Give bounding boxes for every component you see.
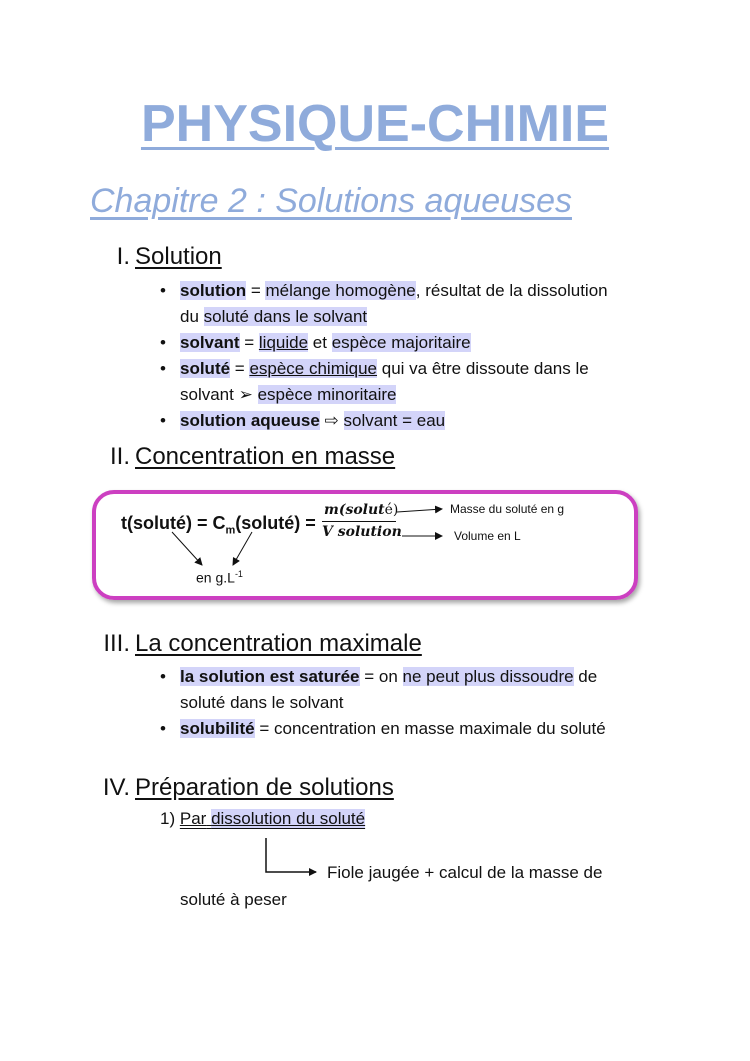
mass-arrow [397, 509, 442, 512]
section-number: II. [109, 443, 130, 470]
text: et [308, 333, 332, 352]
bullet-icon: • [160, 359, 166, 378]
term: soluté [180, 359, 231, 378]
preparation-note: Fiole jaugée + calcul de la masse de [327, 863, 603, 882]
section-4-heading [0, 774, 750, 804]
term: la solution est saturée [180, 667, 360, 686]
text: soluté dans le solvant [180, 693, 344, 712]
term: solvant [180, 333, 240, 352]
definition: solvant = eau [343, 411, 446, 430]
numerator-part: m(solut [324, 502, 385, 518]
chapter-title: Chapitre 2 : Solutions aqueuses [90, 182, 572, 220]
section-title: Solution [135, 243, 222, 270]
mass-label: Masse du soluté en g [450, 502, 565, 516]
section-title: Préparation de solutions [135, 774, 394, 801]
unit-arrow-left [172, 532, 202, 565]
text: = [246, 281, 266, 300]
section-number: III. [103, 630, 130, 657]
term: solubilité [180, 719, 255, 738]
definition: espèce majoritaire [331, 333, 471, 352]
page-title: PHYSIQUE-CHIMIE [140, 95, 610, 153]
definition: espèce minoritaire [257, 385, 397, 404]
term: solution [180, 281, 247, 300]
term: solution aqueuse [180, 411, 320, 430]
unit-arrow-right [233, 532, 252, 565]
section-3-heading [0, 630, 750, 660]
bullet-icon: • [160, 719, 166, 738]
bullet-icon: • [160, 333, 166, 352]
definition: mélange homogène [265, 281, 416, 300]
list-item [160, 716, 660, 742]
preparation-method [160, 809, 365, 829]
text: = [230, 359, 250, 378]
numerator-part: é) [384, 502, 399, 518]
list-item [160, 664, 660, 716]
arrow-icon: ⇨ [324, 411, 339, 430]
section-number: IV. [102, 774, 130, 801]
unit-exponent: -1 [234, 569, 243, 579]
bullet-icon: • [160, 281, 166, 300]
definition: liquide [258, 333, 309, 352]
section-title: La concentration maximale [135, 630, 422, 657]
definition: soluté dans le solvant [203, 307, 368, 326]
preparation-arrow [266, 838, 316, 872]
text: de [573, 667, 598, 686]
sub-number: 1) [160, 809, 176, 828]
saturation-definitions [160, 664, 660, 742]
fraction-denominator: V solution [322, 524, 402, 540]
sub-title: Par [179, 809, 207, 828]
text: du [180, 307, 204, 326]
formula-text: t(soluté) = C [121, 513, 226, 533]
preparation-note-continuation: soluté à peser [180, 890, 287, 909]
text: = on [359, 667, 403, 686]
volume-label: Volume en L [454, 529, 521, 543]
text: solvant [180, 385, 239, 404]
definition: ne peut plus dissoudre [402, 667, 574, 686]
formula-text: (soluté) = [235, 513, 316, 533]
text: qui va être dissoute dans le [377, 359, 589, 378]
text: , résultat de la dissolution [415, 281, 608, 300]
arrow-icon: ➢ [238, 385, 253, 404]
bullet-icon: • [160, 411, 166, 430]
definition: espèce chimique [249, 359, 378, 378]
bullet-icon: • [160, 667, 166, 686]
unit-base: en g.L [196, 569, 235, 586]
sub-title-highlight: dissolution du soluté [211, 809, 366, 828]
section-number: I. [116, 243, 130, 270]
section-title: Concentration en masse [135, 443, 396, 470]
formula-subscript: m [225, 524, 236, 537]
text: = concentration en masse maximale du soluté [254, 719, 606, 738]
text: = [239, 333, 259, 352]
